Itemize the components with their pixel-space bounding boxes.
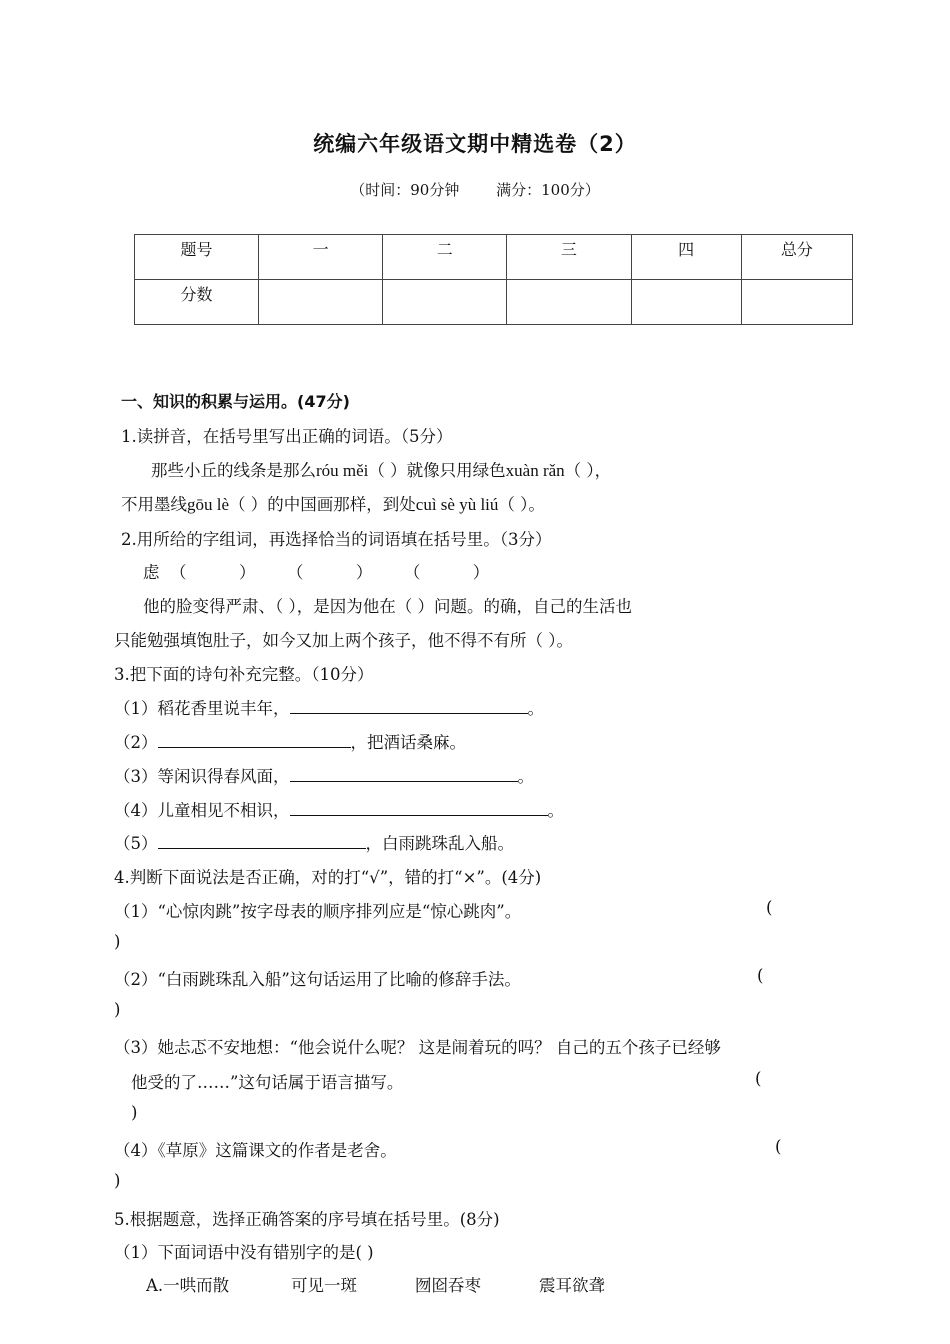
judge-bracket-open[interactable]: ( [755, 1069, 762, 1088]
answer-line[interactable] [290, 765, 518, 782]
poem-item [114, 763, 534, 787]
answer-line[interactable] [290, 697, 528, 714]
score-table-header-cell: 二 [383, 235, 507, 280]
score-table-score-row [135, 280, 853, 325]
score-table [134, 234, 853, 325]
section-heading: 一、知识的积累与运用。(47分) [121, 392, 350, 411]
poem-text: ，白雨跳珠乱入船。 [365, 834, 514, 853]
judge-bracket-close: ) [114, 1000, 121, 1019]
answer-bracket[interactable]: （ ）。 [498, 495, 545, 514]
poem-item [114, 830, 514, 854]
answer-bracket[interactable]: （ ）就像只用绿色 [368, 461, 506, 480]
item-number: （1） [114, 699, 158, 718]
judge-item-continued: 他受的了……”这句话属于语言描写。 [131, 1073, 404, 1092]
poem-text: 。 [517, 767, 534, 786]
judge-item: （4）《草原》这篇课文的作者是老舍。 [114, 1141, 397, 1160]
score-cell[interactable] [259, 280, 383, 325]
page-title: 统编六年级语文期中精选卷（2） [313, 132, 637, 156]
question-1-line-1 [151, 457, 611, 481]
q1-text: 那些小丘的线条是那么 [151, 461, 316, 480]
judge-item: （1）“心惊肉跳”按字母表的顺序排列应是“惊心跳肉”。 [114, 902, 522, 921]
poem-item [114, 695, 544, 719]
question-4-prompt: 4.判断下面说法是否正确，对的打“√”，错的打“×”。(4分) [114, 868, 542, 887]
poem-item [114, 797, 564, 821]
question-1-line-2 [121, 491, 545, 515]
score-cell[interactable] [383, 280, 507, 325]
option-a-4[interactable]: 震耳欲聋 [539, 1276, 605, 1295]
score-table-header-cell: 总分 [741, 235, 852, 280]
question-2-sentence-1: 他的脸变得严肃、（ ），是因为他在（ ）问题。的确，自己的生活也 [143, 597, 632, 616]
score-table-row-label: 分数 [135, 280, 259, 325]
item-number: （2） [114, 733, 158, 752]
item-number: （5） [114, 834, 158, 853]
poem-text: 稻花香里说丰年， [157, 699, 290, 718]
poem-text: 等闲识得春风面， [157, 767, 290, 786]
question-5-sub-1: （1）下面词语中没有错别字的是( ) [114, 1243, 374, 1262]
score-cell[interactable] [631, 280, 741, 325]
exam-time: （时间：90分钟 [350, 181, 460, 199]
judge-bracket-open[interactable]: ( [757, 966, 764, 985]
answer-line[interactable] [290, 799, 548, 816]
question-2-char-row[interactable]: 虑 （ ） （ ） （ ） [143, 563, 490, 582]
poem-item [114, 729, 466, 753]
poem-text: ，把酒话桑麻。 [350, 733, 466, 752]
option-a-1[interactable]: A.一哄而散 [146, 1276, 230, 1295]
pinyin: xuàn rǎn [505, 461, 565, 480]
judge-item: （3）她忐忑不安地想：“他会说什么呢？ 这是闹着玩的吗？ 自己的五个孩子已经够 [114, 1038, 721, 1057]
score-cell[interactable] [507, 280, 631, 325]
score-table-header-cell: 题号 [135, 235, 259, 280]
judge-bracket-close: ) [114, 1171, 121, 1190]
pinyin: gōu lè [187, 495, 230, 514]
question-3-prompt: 3.把下面的诗句补充完整。（10分） [114, 665, 374, 684]
answer-bracket[interactable]: （ ）， [564, 461, 612, 480]
item-number: （4） [114, 801, 158, 820]
exam-info [0, 179, 950, 200]
answer-line[interactable] [158, 832, 366, 849]
score-table-header-cell: 三 [507, 235, 631, 280]
question-1-prompt: 1.读拼音，在括号里写出正确的词语。（5分） [121, 427, 453, 446]
option-a-2[interactable]: 可见一斑 [291, 1276, 357, 1295]
answer-line[interactable] [158, 731, 351, 748]
q1-text: 不用墨线 [121, 495, 187, 514]
pinyin: róu měi [316, 461, 369, 480]
answer-bracket[interactable]: （ ）的中国画那样，到处 [229, 495, 416, 514]
score-cell[interactable] [741, 280, 852, 325]
score-table-header-cell: 一 [259, 235, 383, 280]
item-number: （3） [114, 767, 158, 786]
question-5-prompt: 5.根据题意，选择正确答案的序号填在括号里。(8分) [114, 1210, 500, 1229]
judge-item: （2）“白雨跳珠乱入船”这句话运用了比喻的修辞手法。 [114, 970, 521, 989]
question-2-prompt: 2.用所给的字组词，再选择恰当的词语填在括号里。（3分） [121, 530, 552, 549]
score-table-header-cell: 四 [631, 235, 741, 280]
judge-bracket-open[interactable]: ( [766, 898, 773, 917]
judge-bracket-close: ) [114, 932, 121, 951]
option-a-3[interactable]: 囫囵吞枣 [415, 1276, 481, 1295]
score-table-header-row [135, 235, 853, 280]
judge-bracket-close: ) [131, 1103, 138, 1122]
poem-text: 。 [547, 801, 564, 820]
poem-text: 儿童相见不相识， [157, 801, 290, 820]
poem-text: 。 [527, 699, 544, 718]
question-2-sentence-2: 只能勉强填饱肚子，如今又加上两个孩子，他不得不有所（ ）。 [114, 631, 573, 650]
judge-bracket-open[interactable]: ( [775, 1137, 782, 1156]
pinyin: cuì sè yù liú [415, 495, 499, 514]
exam-total-score: 满分：100分） [496, 181, 600, 199]
